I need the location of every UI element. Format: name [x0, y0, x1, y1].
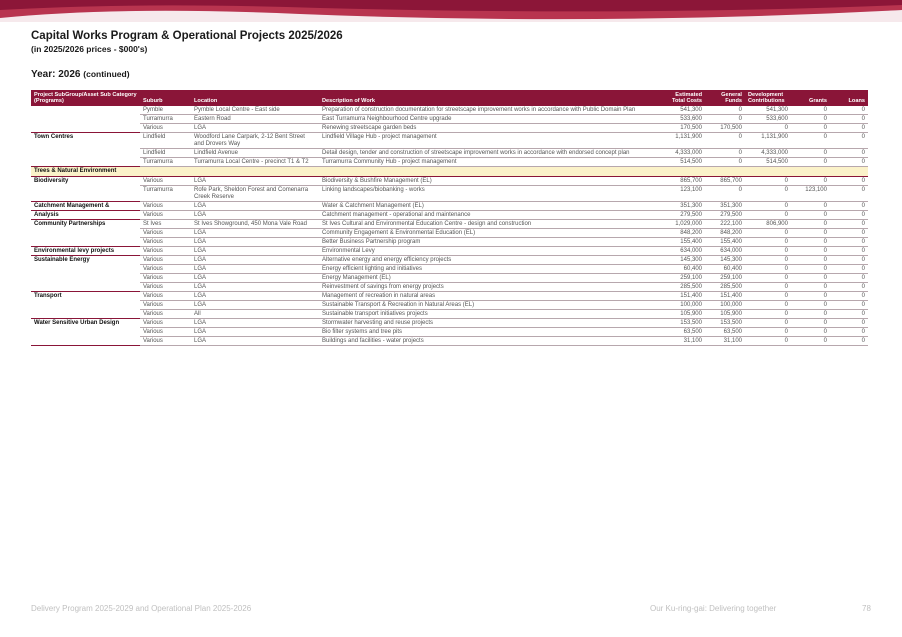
- cell-general: 0: [705, 132, 745, 148]
- table-row: [31, 201, 868, 210]
- section-title: Trees & Natural Environment: [31, 166, 868, 176]
- cell-general: 0: [705, 185, 745, 201]
- cell-grants: 0: [791, 291, 830, 300]
- cell-grants: 0: [791, 309, 830, 318]
- cell-total: 4,333,000: [663, 148, 705, 157]
- cell-loans: 0: [830, 219, 868, 228]
- cell-loans: 0: [830, 327, 868, 336]
- cell-development: 0: [745, 255, 791, 264]
- col-header-group: Project SubGroup/Asset Sub Category (Programs): [31, 90, 140, 106]
- cell-suburb: Various: [140, 327, 191, 336]
- cell-group: Sustainable Energy: [34, 256, 90, 263]
- cell-grants: 0: [791, 106, 830, 115]
- table-row: [31, 318, 868, 327]
- table-row: [31, 132, 868, 148]
- cell-loans: 0: [830, 228, 868, 237]
- cell-suburb: Turramurra: [140, 114, 191, 123]
- cell-description: St Ives Cultural and Environmental Education Centre - design and construction: [319, 219, 663, 228]
- cell-group: Community Partnerships: [34, 220, 106, 227]
- cell-development: 0: [745, 237, 791, 246]
- cell-loans: 0: [830, 157, 868, 166]
- cell-general: 0: [705, 157, 745, 166]
- cell-grants: 0: [791, 264, 830, 273]
- table-row: [31, 291, 868, 300]
- table-row: [31, 210, 868, 219]
- col-header-description: Description of Work: [319, 90, 663, 106]
- cell-location: LGA: [191, 176, 319, 185]
- cell-description: Water & Catchment Management (EL): [319, 201, 663, 210]
- cell-grants: 0: [791, 282, 830, 291]
- cell-description: Alternative energy and energy efficiency projects: [319, 255, 663, 264]
- col-header-location: Location: [191, 90, 319, 106]
- cell-location: Lindfield Avenue: [191, 148, 319, 157]
- table-row: [31, 185, 868, 201]
- cell-general: 848,200: [705, 228, 745, 237]
- cell-total: 63,500: [663, 327, 705, 336]
- cell-location: Eastern Road: [191, 114, 319, 123]
- cell-location: All: [191, 309, 319, 318]
- table-row: [31, 123, 868, 132]
- table-row: [31, 114, 868, 123]
- cell-total: 285,500: [663, 282, 705, 291]
- cell-group: [31, 148, 140, 157]
- cell-loans: 0: [830, 300, 868, 309]
- cell-group: [31, 106, 140, 115]
- cell-total: 514,500: [663, 157, 705, 166]
- cell-total: 170,500: [663, 123, 705, 132]
- cell-general: 63,500: [705, 327, 745, 336]
- cell-total: 100,000: [663, 300, 705, 309]
- cell-suburb: Turramurra: [140, 157, 191, 166]
- cell-total: 145,300: [663, 255, 705, 264]
- cell-grants: 0: [791, 255, 830, 264]
- cell-loans: 0: [830, 114, 868, 123]
- cell-general: 351,300: [705, 201, 745, 210]
- cell-group: Water Sensitive Urban Design: [34, 319, 120, 326]
- cell-description: Bio filter systems and tree pits: [319, 327, 663, 336]
- cell-development: 0: [745, 309, 791, 318]
- cell-group: [31, 273, 140, 282]
- cell-general: 105,900: [705, 309, 745, 318]
- cell-grants: 0: [791, 219, 830, 228]
- cell-suburb: Various: [140, 309, 191, 318]
- cell-group: [31, 327, 140, 336]
- cell-total: 105,900: [663, 309, 705, 318]
- cell-location: Pymble Local Centre - East side: [191, 106, 319, 115]
- table-row: [31, 273, 868, 282]
- year-heading: [31, 69, 130, 80]
- cell-description: Sustainable transport initiatives projects: [319, 309, 663, 318]
- cell-general: 100,000: [705, 300, 745, 309]
- cell-suburb: Lindfield: [140, 148, 191, 157]
- cell-description: East Turramurra Neighbourhood Centre upgrade: [319, 114, 663, 123]
- table-row: [31, 148, 868, 157]
- cell-group: [31, 309, 140, 318]
- cell-loans: 0: [830, 264, 868, 273]
- cell-location: LGA: [191, 264, 319, 273]
- cell-total: 865,700: [663, 176, 705, 185]
- cell-suburb: Pymble: [140, 106, 191, 115]
- cell-description: Better Business Partnership program: [319, 237, 663, 246]
- cell-description: Renewing streetscape garden beds: [319, 123, 663, 132]
- cell-loans: 0: [830, 132, 868, 148]
- cell-suburb: Various: [140, 246, 191, 255]
- cell-grants: 0: [791, 123, 830, 132]
- cell-grants: 0: [791, 157, 830, 166]
- cell-description: Buildings and facilities - water projects: [319, 336, 663, 345]
- cell-grants: 0: [791, 273, 830, 282]
- cell-description: Catchment management - operational and maintenance: [319, 210, 663, 219]
- cell-general: 60,400: [705, 264, 745, 273]
- cell-description: Community Engagement & Environmental Education (EL): [319, 228, 663, 237]
- cell-location: Turramurra Local Centre - precinct T1 & T2: [191, 157, 319, 166]
- cell-suburb: Various: [140, 237, 191, 246]
- cell-total: 279,500: [663, 210, 705, 219]
- year-label: Year: 2026: [31, 69, 81, 80]
- cell-location: LGA: [191, 273, 319, 282]
- cell-general: 285,500: [705, 282, 745, 291]
- cell-group: [31, 300, 140, 309]
- cell-description: Biodiversity & Bushfire Management (EL): [319, 176, 663, 185]
- cell-development: 0: [745, 291, 791, 300]
- cell-general: 151,400: [705, 291, 745, 300]
- cell-location: LGA: [191, 282, 319, 291]
- table-row: [31, 282, 868, 291]
- cell-group: Analysis: [31, 210, 140, 219]
- cell-location: LGA: [191, 255, 319, 264]
- cell-development: 0: [745, 123, 791, 132]
- cell-loans: 0: [830, 291, 868, 300]
- cell-general: 170,500: [705, 123, 745, 132]
- cell-loans: 0: [830, 123, 868, 132]
- cell-total: 259,100: [663, 273, 705, 282]
- cell-description: Turramurra Community Hub - project management: [319, 157, 663, 166]
- cell-grants: 0: [791, 148, 830, 157]
- year-note: (continued): [83, 69, 130, 79]
- cell-grants: 0: [791, 336, 830, 345]
- table-body: [31, 106, 868, 346]
- cell-location: LGA: [191, 123, 319, 132]
- cell-development: 0: [745, 336, 791, 345]
- cell-general: 145,300: [705, 255, 745, 264]
- cell-location: LGA: [191, 300, 319, 309]
- cell-development: 533,600: [745, 114, 791, 123]
- cell-group: [31, 237, 140, 246]
- projects-table: [31, 90, 868, 346]
- cell-development: 0: [745, 318, 791, 327]
- cell-general: 0: [705, 106, 745, 115]
- footer-document-title: Delivery Program 2025-2029 and Operational Plan 2025-2026: [31, 604, 252, 613]
- cell-grants: 0: [791, 327, 830, 336]
- table-row: [31, 219, 868, 228]
- cell-group: Biodiversity: [34, 177, 69, 184]
- cell-group: Transport: [34, 292, 62, 299]
- cell-general: 222,100: [705, 219, 745, 228]
- cell-grants: 0: [791, 132, 830, 148]
- cell-grants: 0: [791, 237, 830, 246]
- cell-description: Stormwater harvesting and reuse projects: [319, 318, 663, 327]
- cell-location: LGA: [191, 336, 319, 345]
- cell-grants: 0: [791, 114, 830, 123]
- cell-location: LGA: [191, 228, 319, 237]
- table-row: [31, 255, 868, 264]
- cell-total: 155,400: [663, 237, 705, 246]
- cell-description: Linking landscapes/biobanking - works: [319, 185, 663, 201]
- cell-description: Reinvestment of savings from energy projects: [319, 282, 663, 291]
- cell-suburb: Various: [140, 176, 191, 185]
- cell-development: 514,500: [745, 157, 791, 166]
- cell-loans: 0: [830, 201, 868, 210]
- cell-general: 0: [705, 114, 745, 123]
- cell-general: 153,500: [705, 318, 745, 327]
- cell-total: 541,300: [663, 106, 705, 115]
- cell-loans: 0: [830, 106, 868, 115]
- cell-loans: 0: [830, 309, 868, 318]
- cell-grants: 0: [791, 201, 830, 210]
- cell-development: 0: [745, 228, 791, 237]
- table-row: [31, 309, 868, 318]
- cell-suburb: Various: [140, 123, 191, 132]
- footer-tagline: Our Ku-ring-gai: Delivering together: [650, 604, 777, 613]
- cell-suburb: Various: [140, 210, 191, 219]
- page-subtitle: (in 2025/2026 prices - $000's): [31, 44, 148, 54]
- cell-total: 1,029,000: [663, 219, 705, 228]
- col-header-development: Development Contributions: [745, 90, 791, 106]
- cell-total: 60,400: [663, 264, 705, 273]
- cell-location: LGA: [191, 327, 319, 336]
- cell-location: LGA: [191, 201, 319, 210]
- table-row: [31, 246, 868, 255]
- cell-suburb: Various: [140, 282, 191, 291]
- cell-grants: 0: [791, 300, 830, 309]
- cell-grants: 0: [791, 176, 830, 185]
- page-title: Capital Works Program & Operational Projects 2025/2026: [31, 30, 343, 42]
- cell-total: 31,100: [663, 336, 705, 345]
- cell-location: LGA: [191, 210, 319, 219]
- cell-suburb: Various: [140, 318, 191, 327]
- cell-group: [31, 114, 140, 123]
- cell-suburb: St Ives: [140, 219, 191, 228]
- table-row: [31, 237, 868, 246]
- cell-location: LGA: [191, 291, 319, 300]
- cell-group: [31, 228, 140, 237]
- cell-development: 806,900: [745, 219, 791, 228]
- cell-total: 533,600: [663, 114, 705, 123]
- cell-development: 0: [745, 185, 791, 201]
- cell-suburb: Lindfield: [140, 132, 191, 148]
- cell-location: LGA: [191, 246, 319, 255]
- cell-development: 1,131,900: [745, 132, 791, 148]
- table-row: [31, 264, 868, 273]
- cell-loans: 0: [830, 148, 868, 157]
- cell-loans: 0: [830, 282, 868, 291]
- cell-general: 634,000: [705, 246, 745, 255]
- cell-development: 0: [745, 210, 791, 219]
- cell-suburb: Various: [140, 273, 191, 282]
- cell-loans: 0: [830, 237, 868, 246]
- cell-suburb: Various: [140, 336, 191, 345]
- cell-loans: 0: [830, 176, 868, 185]
- cell-description: Energy Management (EL): [319, 273, 663, 282]
- cell-location: Woodford Lane Carpark, 2-12 Bent Street and Drovers Way: [191, 132, 319, 148]
- cell-development: 541,300: [745, 106, 791, 115]
- cell-total: 634,000: [663, 246, 705, 255]
- cell-group: [31, 282, 140, 291]
- table-row: [31, 176, 868, 185]
- table-row: [31, 300, 868, 309]
- cell-total: 151,400: [663, 291, 705, 300]
- cell-development: 0: [745, 282, 791, 291]
- cell-description: Preparation of construction documentation for streetscape improvement works in accordance with Public Domain Plan: [319, 106, 663, 115]
- col-header-grants: Grants: [791, 90, 830, 106]
- cell-group: [31, 123, 140, 132]
- cell-development: 4,333,000: [745, 148, 791, 157]
- cell-group: [31, 264, 140, 273]
- cell-loans: 0: [830, 273, 868, 282]
- cell-description: Sustainable Transport & Recreation in Natural Areas (EL): [319, 300, 663, 309]
- cell-loans: 0: [830, 185, 868, 201]
- cell-group: Environmental levy projects: [31, 246, 140, 255]
- cell-group: [31, 336, 140, 345]
- page-number: 78: [862, 604, 871, 613]
- cell-general: 865,700: [705, 176, 745, 185]
- col-header-suburb: Suburb: [140, 90, 191, 106]
- cell-loans: 0: [830, 318, 868, 327]
- cell-development: 0: [745, 300, 791, 309]
- cell-development: 0: [745, 176, 791, 185]
- cell-grants: 0: [791, 228, 830, 237]
- cell-description: Lindfield Village Hub - project management: [319, 132, 663, 148]
- table-row: [31, 228, 868, 237]
- cell-total: 123,100: [663, 185, 705, 201]
- cell-total: 848,200: [663, 228, 705, 237]
- table-row: [31, 106, 868, 115]
- cell-grants: 123,100: [791, 185, 830, 201]
- cell-general: 0: [705, 148, 745, 157]
- cell-suburb: Various: [140, 300, 191, 309]
- cell-group: [31, 157, 140, 166]
- cell-development: 0: [745, 273, 791, 282]
- cell-group: Town Centres: [34, 133, 74, 140]
- cell-total: 1,131,900: [663, 132, 705, 148]
- col-header-total: Estimated Total Costs: [663, 90, 705, 106]
- cell-general: 279,500: [705, 210, 745, 219]
- cell-description: Environmental Levy: [319, 246, 663, 255]
- cell-grants: 0: [791, 210, 830, 219]
- cell-grants: 0: [791, 318, 830, 327]
- cell-grants: 0: [791, 246, 830, 255]
- cell-description: Detail design, tender and construction of streetscape improvement works in accordance with endorsed concept plan: [319, 148, 663, 157]
- cell-suburb: Various: [140, 291, 191, 300]
- table-row: [31, 157, 868, 166]
- cell-description: Energy efficient lighting and initiatives: [319, 264, 663, 273]
- cell-suburb: Various: [140, 201, 191, 210]
- table-row: [31, 327, 868, 336]
- cell-loans: 0: [830, 255, 868, 264]
- cell-development: 0: [745, 201, 791, 210]
- cell-general: 155,400: [705, 237, 745, 246]
- cell-general: 31,100: [705, 336, 745, 345]
- cell-loans: 0: [830, 210, 868, 219]
- cell-group: [31, 185, 140, 201]
- cell-location: LGA: [191, 318, 319, 327]
- cell-suburb: Turramurra: [140, 185, 191, 201]
- cell-development: 0: [745, 246, 791, 255]
- col-header-loans: Loans: [830, 90, 868, 106]
- cell-location: Rofe Park, Sheldon Forest and Comenarra Creek Reserve: [191, 185, 319, 201]
- cell-loans: 0: [830, 336, 868, 345]
- table-row: [31, 336, 868, 345]
- col-header-general: General Funds: [705, 90, 745, 106]
- cell-suburb: Various: [140, 264, 191, 273]
- cell-location: LGA: [191, 237, 319, 246]
- table-header-row: [31, 90, 868, 106]
- cell-location: St Ives Showground, 450 Mona Vale Road: [191, 219, 319, 228]
- cell-suburb: Various: [140, 255, 191, 264]
- cell-general: 259,100: [705, 273, 745, 282]
- cell-development: 0: [745, 327, 791, 336]
- cell-total: 153,500: [663, 318, 705, 327]
- header-banner: [0, 0, 902, 22]
- section-row: [31, 166, 868, 176]
- cell-total: 351,300: [663, 201, 705, 210]
- cell-suburb: Various: [140, 228, 191, 237]
- cell-description: Management of recreation in natural areas: [319, 291, 663, 300]
- cell-loans: 0: [830, 246, 868, 255]
- cell-group: Catchment Management &: [31, 201, 140, 210]
- cell-development: 0: [745, 264, 791, 273]
